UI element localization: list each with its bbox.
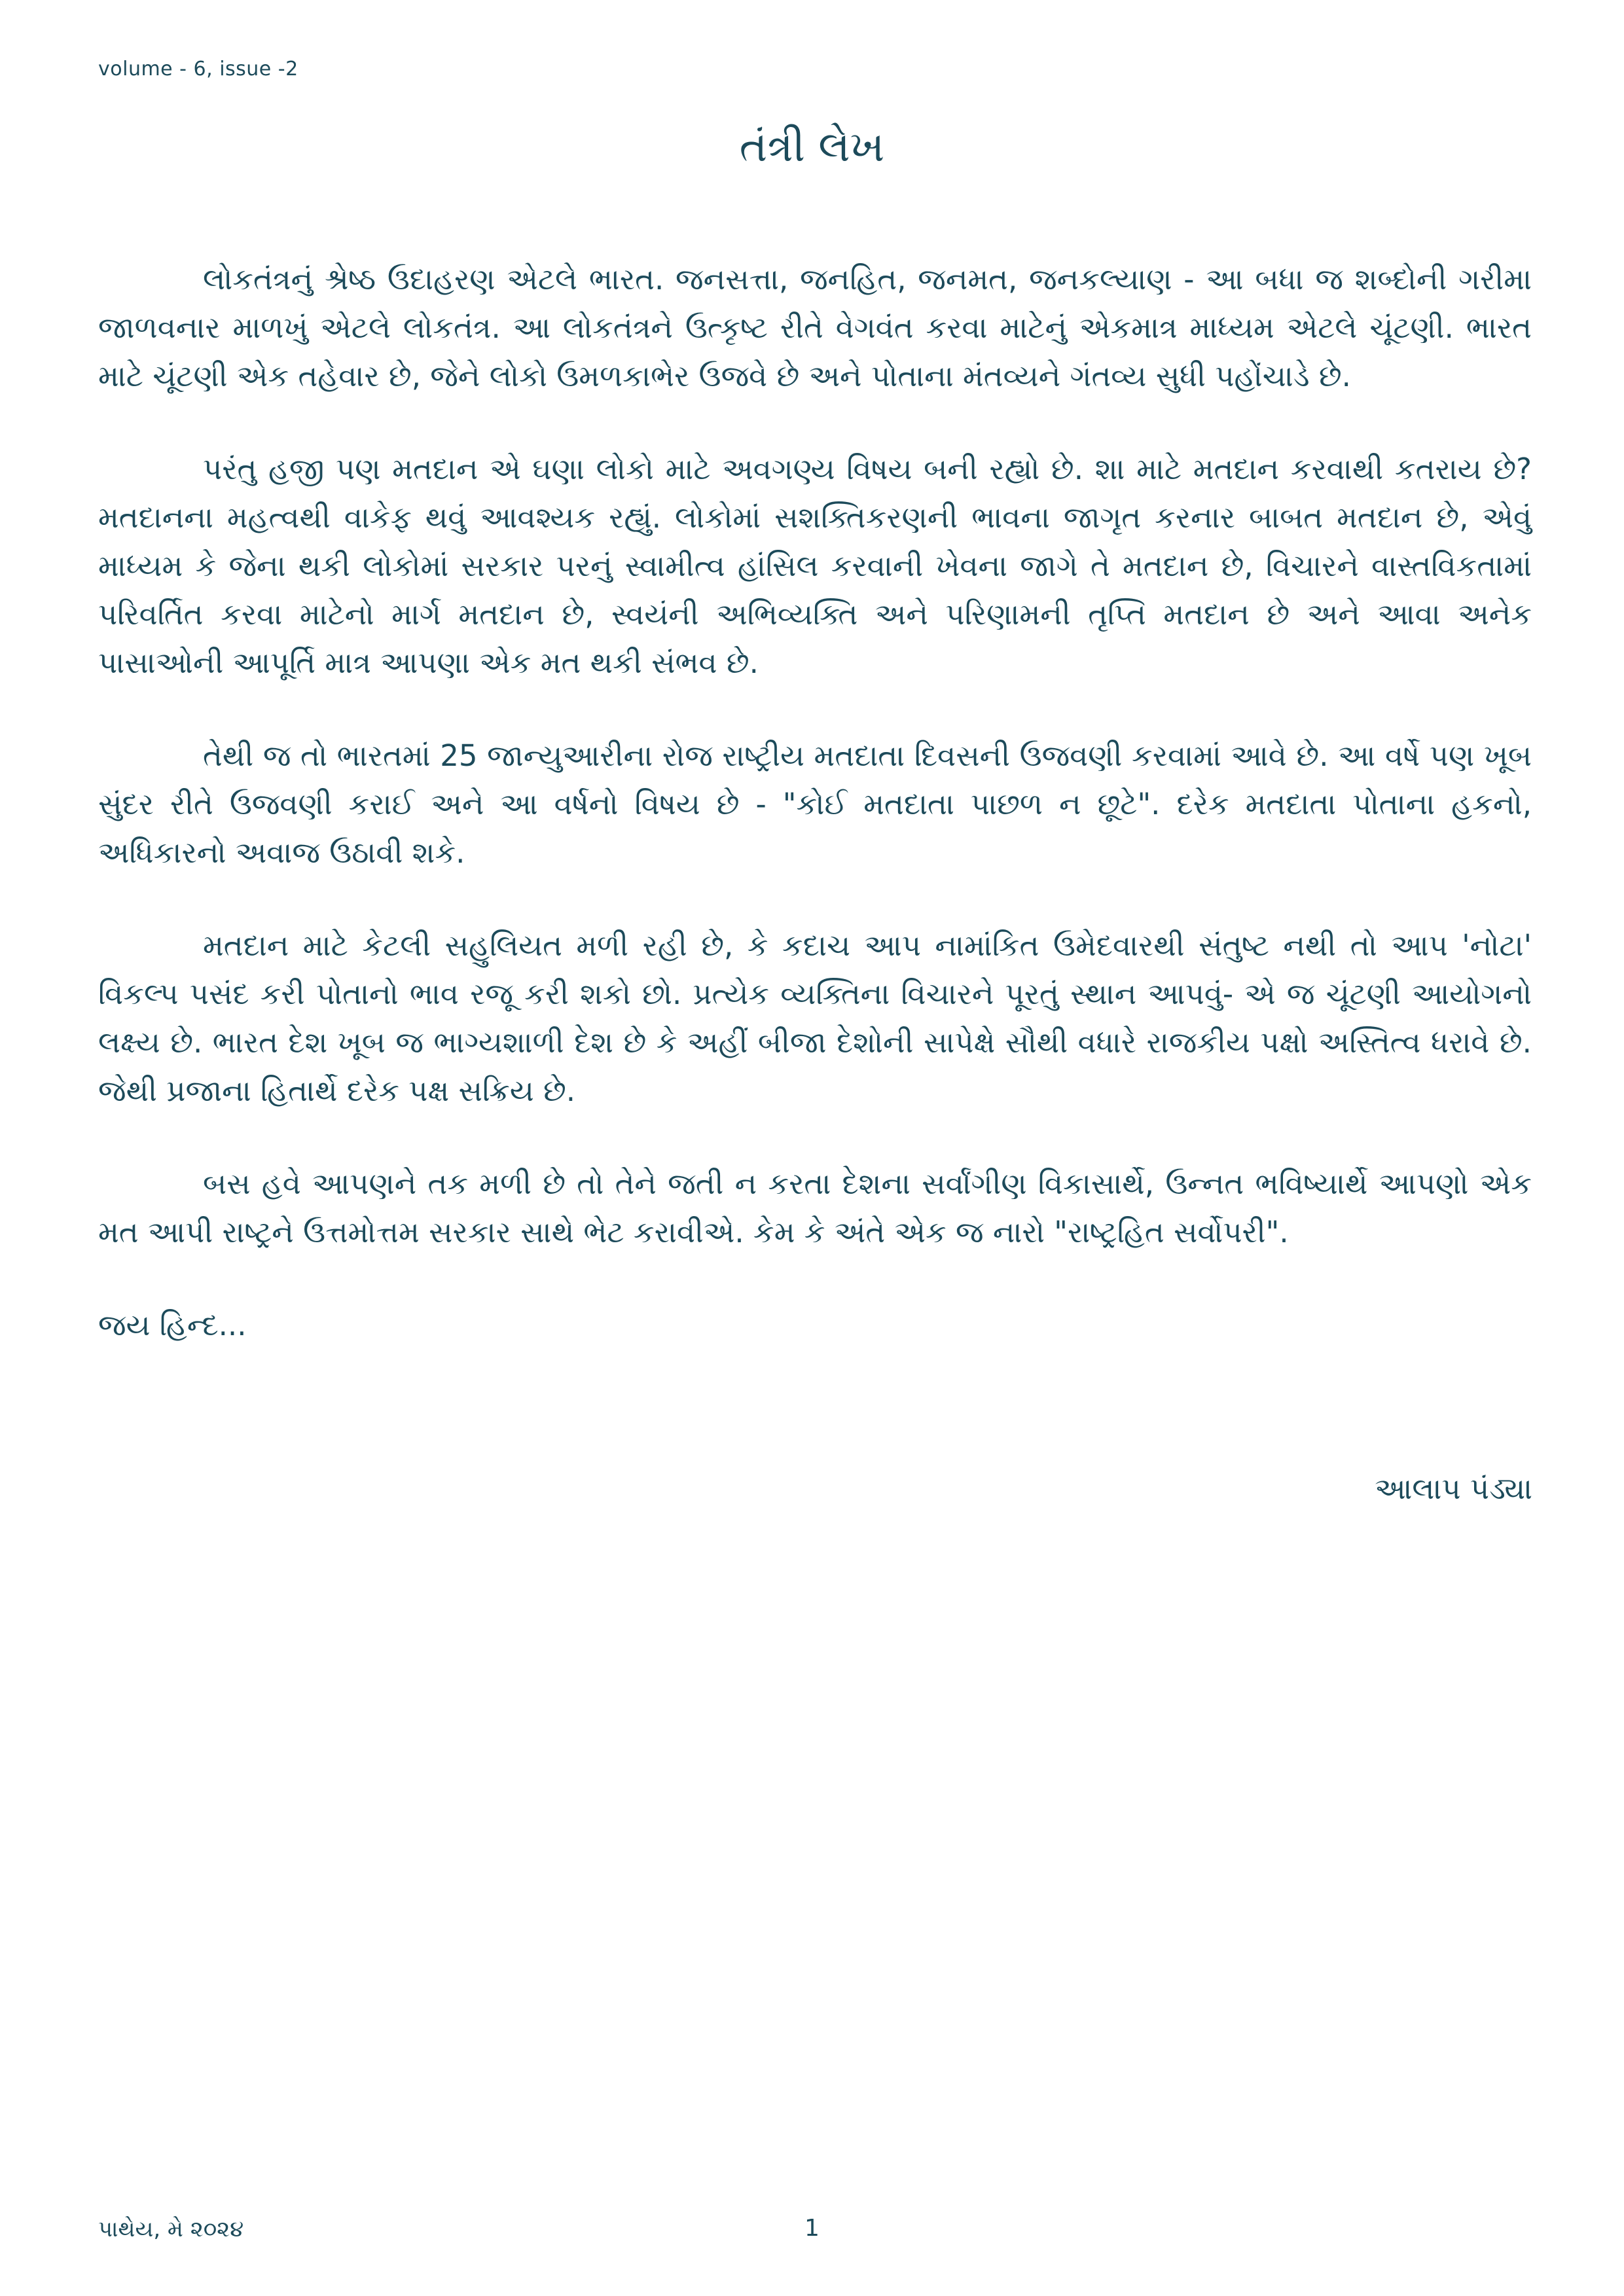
paragraph-4: મતદાન માટે કેટલી સહુલિયત મળી રહી છે, કે કદાચ આપ નામાંકિત ઉમેદવારથી સંતુષ્ટ નથી તો આપ 'નોટા' વિકલ્પ પસંદ કરી પોતાનો ભાવ રજૂ કરી શકો છો. પ્રત્યેક વ્યક્તિના વિચારને પૂરતું સ્થાન આપવું- એ જ ચૂંટણી આયોગનો લક્ષ્ય છે. ભારત દેશ ખૂબ જ ભાગ્યશાળી દેશ છે કે અહીં બીજા દેશોની સાપેક્ષે સૌથી વધારે રાજકીય પક્ષો અસ્તિત્વ ધરાવે છે. જેથી પ્રજાના હિતાર્થે દરેક પક્ષ સક્રિય છે. [98, 928, 1532, 1108]
footer-publication: પાથેય, મે ૨૦૨૪ [98, 2216, 244, 2242]
closing-line: જય હિન્દ... [98, 1308, 247, 1342]
volume-issue-label: volume - 6, issue -2 [98, 58, 298, 81]
page-title: તંત્રી લેખ [739, 123, 885, 171]
page-number: 1 [804, 2215, 820, 2242]
paragraph-2: પરંતુ હજી પણ મતદાન એ ઘણા લોકો માટે અવગણ્ય વિષય બની રહ્યો છે. શા માટે મતદાન કરવાથી કતરાય છે? મતદાનના મહત્વથી વાકેફ થવું આવશ્યક રહ્યું. લોકોમાં સશક્તિકરણની ભાવના જાગૃત કરનાર બાબત મતદાન છે, એવું માધ્યમ કે જેના થકી લોકોમાં સરકાર પરનું સ્વામીત્વ હાંસિલ કરવાની ખેવના જાગે તે મતદાન છે, વિચારને વાસ્તવિકતામાં પરિવર્તિત કરવા માટેનો માર્ગ મતદાન છે, સ્વયંની અભિવ્યક્તિ અને પરિણામની તૃપ્તિ મતદાન છે અને આવા અનેક પાસાઓની આપૂર્તિ માત્ર આપણા એક મત થકી સંભવ છે. [98, 452, 1532, 680]
paragraph-3: તેથી જ તો ભારતમાં 25 જાન્યુઆરીના રોજ રાષ્ટ્રીય મતદાતા દિવસની ઉજવણી કરવામાં આવે છે. આ વર્ષે પણ ખૂબ સુંદર રીતે ઉજવણી કરાઈ અને આ વર્ષનો વિષય છે - "કોઈ મતદાતા પાછળ ન છૂટે". દરેક મતદાતા પોતાના હકનો, અધિકારનો અવાજ ઉઠાવી શકે. [98, 738, 1532, 870]
paragraph-5: બસ હવે આપણને તક મળી છે તો તેને જતી ન કરતા દેશના સર્વાંગીણ વિકાસાર્થે, ઉન્નત ભવિષ્યાર્થે આપણો એક મત આપી રાષ્ટ્રને ઉત્તમોત્તમ સરકાર સાથે ભેટ કરાવીએ. કેમ કે અંતે એક જ નારો "રાષ્ટ્રહિત સર્વોપરી". [98, 1166, 1532, 1249]
paragraph-1: લોકતંત્રનું શ્રેષ્ઠ ઉદાહરણ એટલે ભારત. જનસત્તા, જનહિત, જનમત, જનકલ્યાણ - આ બધા જ શબ્દોની ગરીમા જાળવનાર માળખું એટલે લોકતંત્ર. આ લોકતંત્રને ઉત્કૃષ્ટ રીતે વેગવંત કરવા માટેનું એકમાત્ર માધ્યમ એટલે ચૂંટણી. ભારત માટે ચૂંટણી એક તહેવાર છે, જેને લોકો ઉમળકાભેર ઉજવે છે અને પોતાના મંતવ્યને ગંતવ્ય સુધી પહોંચાડે છે. [98, 262, 1532, 393]
author-signature: આલાપ પંડ્યા [1375, 1471, 1532, 1506]
article-body [98, 255, 1532, 1350]
